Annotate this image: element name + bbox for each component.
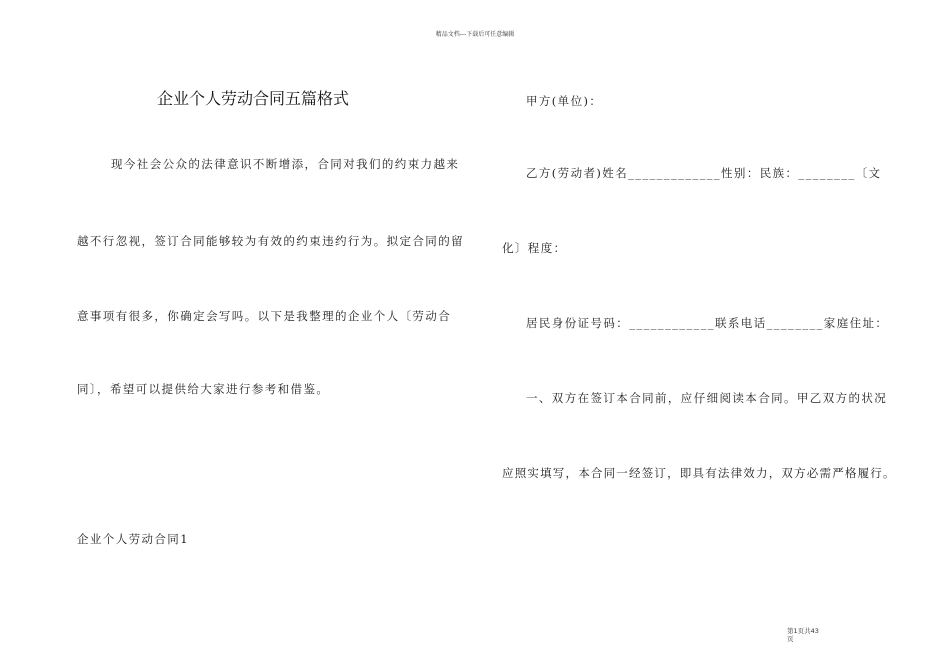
contract-line: 居民身份证号码：____________联系电话________家庭住址： <box>526 316 889 330</box>
page-number-line: 页 <box>787 635 794 644</box>
contract-line: 甲方(单位)： <box>526 94 603 108</box>
page-number <box>787 627 819 643</box>
paragraph-line: 现今社会公众的法律意识不断增添，合同对我们的约束力越来 <box>111 157 460 171</box>
contract-line: 一、双方在签订本合同前，应仔细阅读本合同。甲乙双方的状况 <box>526 391 888 405</box>
document-title: 企业个人劳动合同五篇格式 <box>157 89 350 108</box>
paragraph-line: 越不行忽视，签订合同能够较为有效的约束违约行为。拟定合同的留 <box>77 234 464 248</box>
contract-line: 应照实填写，本合同一经签订，即具有法律效力，双方必需严格履行。 <box>502 466 896 480</box>
paragraph-line: 意事项有很多，你确定会写吗。以下是我整理的企业个人〔劳动合 <box>77 309 452 323</box>
section-heading: 企业个人劳动合同1 <box>77 532 189 546</box>
paragraph-line: 同〕，希望可以提供给大家进行参考和借鉴。 <box>77 382 330 396</box>
page-number-line: 第1页共43 <box>787 627 819 635</box>
contract-line: 乙方(劳动者)姓名_____________性别：民族：________〔文 <box>526 166 882 180</box>
contract-line: 化〕程度： <box>502 241 567 255</box>
page-header: 精品文档---下载后可任意编辑 <box>435 31 515 38</box>
